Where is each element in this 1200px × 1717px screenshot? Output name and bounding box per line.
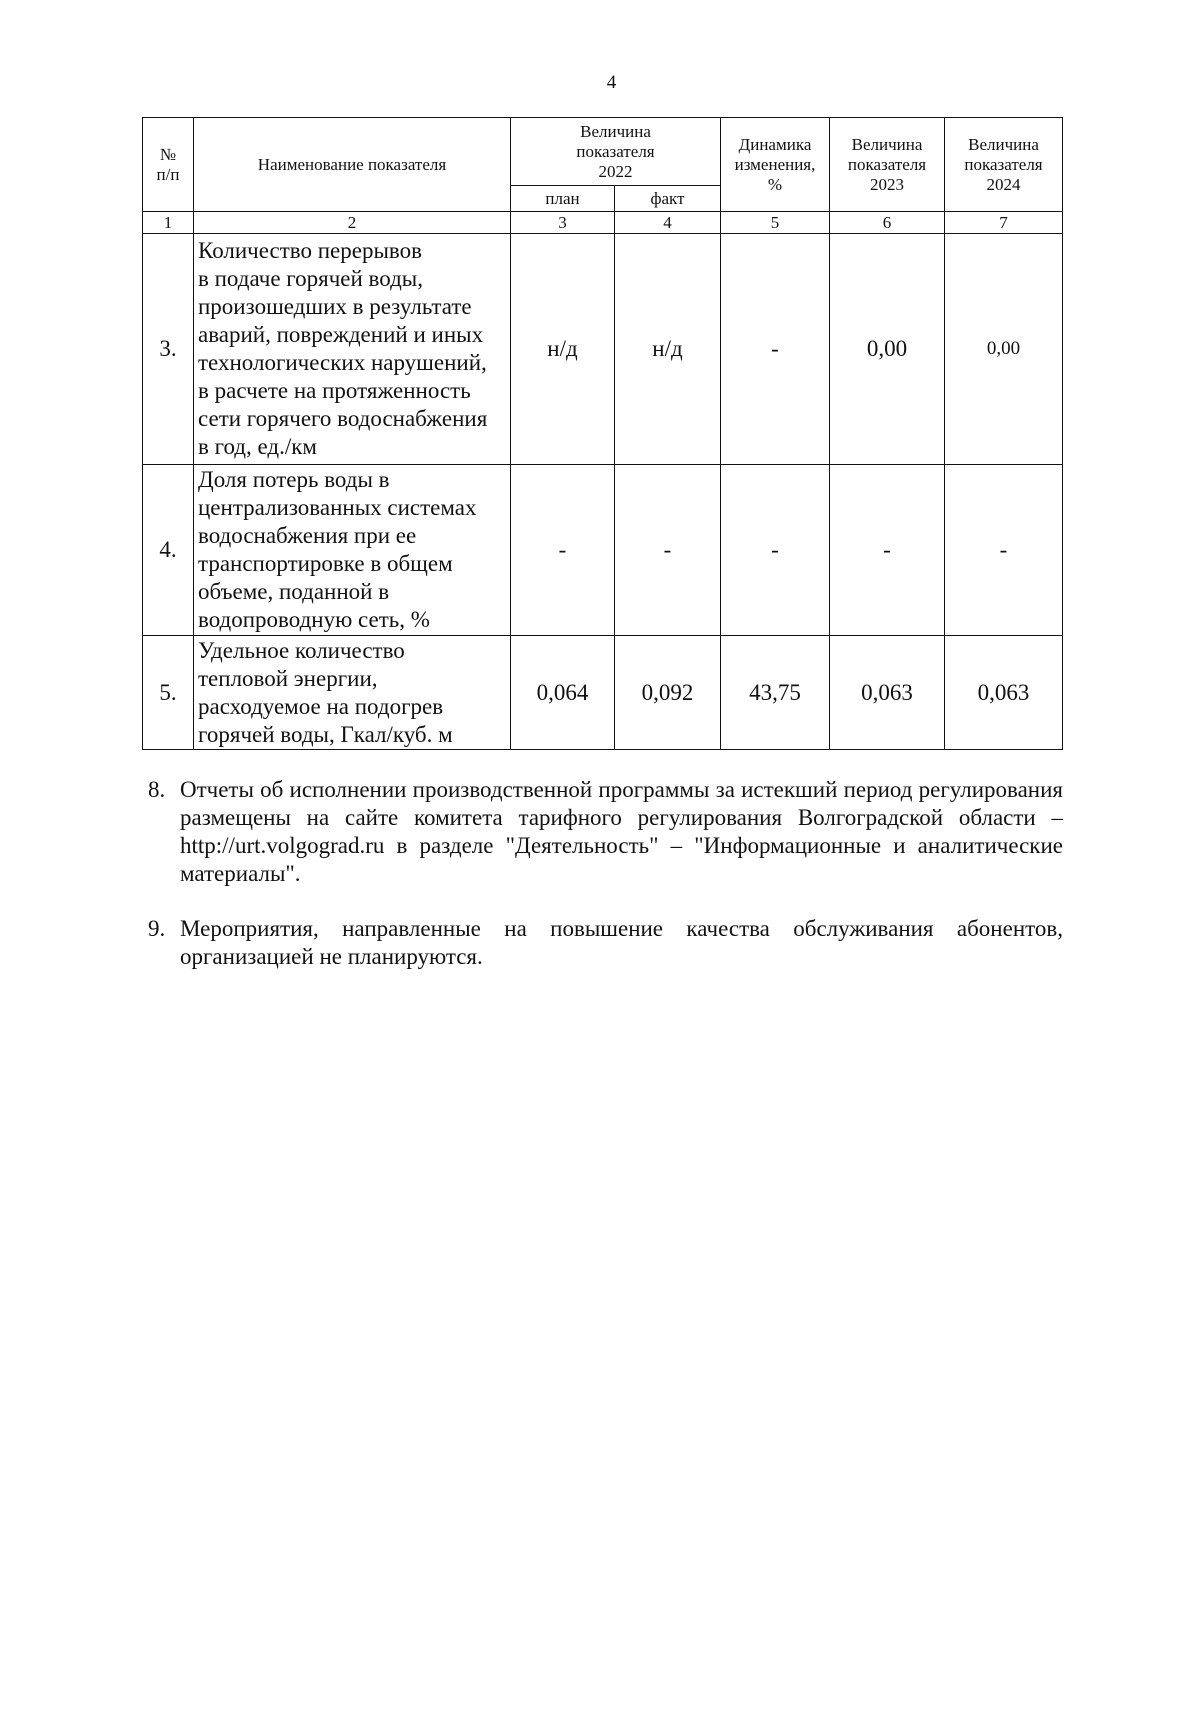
header-dynamics: Динамика изменения, % bbox=[721, 118, 830, 212]
column-number: 2 bbox=[194, 212, 511, 234]
paragraph-number: 8. bbox=[148, 777, 166, 802]
row-dynamics-value: - bbox=[721, 465, 830, 636]
table-row bbox=[143, 234, 1063, 465]
row-dynamics-value: - bbox=[721, 234, 830, 465]
row-number: 4. bbox=[143, 465, 194, 636]
row-value-2024: 0,00 bbox=[945, 234, 1063, 465]
row-number: 3. bbox=[143, 234, 194, 465]
row-fact-value: н/д bbox=[615, 234, 721, 465]
table-row bbox=[143, 465, 1063, 636]
column-numbers-row bbox=[143, 212, 1063, 234]
row-value-2023: 0,063 bbox=[830, 636, 945, 750]
row-dynamics-value: 43,75 bbox=[721, 636, 830, 750]
table-row bbox=[143, 636, 1063, 750]
row-value-2023: - bbox=[830, 465, 945, 636]
table-header-row bbox=[143, 118, 1063, 186]
paragraph-text: Мероприятия, направленные на повышение качества обслуживания абонентов, организацией не планируются. bbox=[180, 916, 1063, 969]
header-value-2022: Величина показателя 2022 bbox=[511, 118, 721, 186]
header-indicator-name: Наименование показателя bbox=[194, 118, 511, 212]
column-number: 1 bbox=[143, 212, 194, 234]
row-fact-value: - bbox=[615, 465, 721, 636]
column-number: 4 bbox=[615, 212, 721, 234]
column-number: 5 bbox=[721, 212, 830, 234]
row-value-2024: 0,063 bbox=[945, 636, 1063, 750]
row-plan-value: н/д bbox=[511, 234, 615, 465]
column-number: 7 bbox=[945, 212, 1063, 234]
row-plan-value: - bbox=[511, 465, 615, 636]
paragraph-reports bbox=[148, 776, 1063, 888]
row-indicator-name: Количество перерывов в подаче горячей воды, произошедших в результате аварий, повреждений и иных технологических нарушений, в расчете на протяженность сети горячего водоснабжения в год, ед./км bbox=[194, 234, 511, 465]
row-indicator-name: Удельное количество тепловой энергии, расходуемое на подогрев горячей воды, Гкал/куб. м bbox=[194, 636, 511, 750]
header-plan: план bbox=[511, 186, 615, 212]
column-number: 3 bbox=[511, 212, 615, 234]
header-value-2023: Величина показателя 2023 bbox=[830, 118, 945, 212]
row-value-2024: - bbox=[945, 465, 1063, 636]
header-fact: факт bbox=[615, 186, 721, 212]
column-number: 6 bbox=[830, 212, 945, 234]
row-value-2023: 0,00 bbox=[830, 234, 945, 465]
paragraph-service-measures bbox=[148, 915, 1063, 971]
row-number: 5. bbox=[143, 636, 194, 750]
row-fact-value: 0,092 bbox=[615, 636, 721, 750]
paragraph-text: Отчеты об исполнении производственной программы за истекший период регулирования размещены на сайте комитета тарифного регулирования Волгоградской области – http://urt.volgograd.ru в разделе "Деятельность" – "Информационные и аналитические материалы". bbox=[180, 777, 1063, 886]
paragraph-number: 9. bbox=[148, 916, 166, 941]
row-indicator-name: Доля потерь воды в централизованных системах водоснабжения при ее транспортировке в общем объеме, поданной в водопроводную сеть, % bbox=[194, 465, 511, 636]
header-number: № п/п bbox=[143, 118, 194, 212]
header-value-2024: Величина показателя 2024 bbox=[945, 118, 1063, 212]
indicators-table bbox=[142, 117, 1063, 750]
row-plan-value: 0,064 bbox=[511, 636, 615, 750]
page-number: 4 bbox=[606, 72, 617, 93]
